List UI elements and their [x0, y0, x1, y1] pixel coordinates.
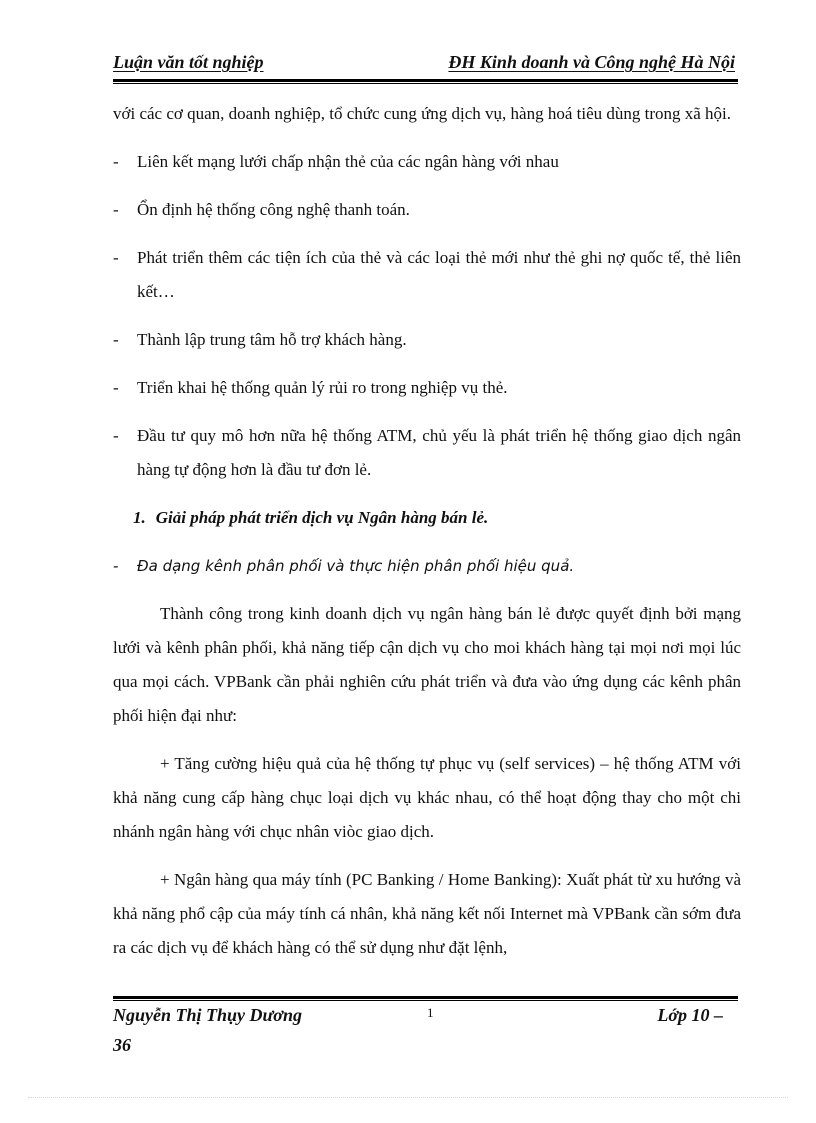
- bullet-dash: -: [113, 378, 119, 397]
- bullet-text: Thành lập trung tâm hỗ trợ khách hàng.: [137, 330, 407, 349]
- bullet-item: [113, 145, 741, 179]
- page-footer: [113, 1005, 735, 1065]
- footer-rule: [113, 996, 738, 1001]
- bullet-dash: -: [113, 330, 119, 349]
- footer-author-name: Nguyễn Thị Thụy Dương: [113, 1005, 302, 1025]
- page-body: [113, 97, 741, 965]
- body-paragraph: + Tăng cường hiệu quả của hệ thống tự phục vụ (self services) – hệ thống ATM với khả năng cung cấp hàng chục loại dịch vụ khác nhau, có thể hoạt động thay cho một chi nhánh ngân hàng với chục nhân viòc giao dịch.: [113, 754, 741, 841]
- bullet-item: [113, 371, 741, 405]
- bullet-text: Triển khai hệ thống quản lý rủi ro trong nghiệp vụ thẻ.: [137, 378, 508, 397]
- footer-class-number: 36: [113, 1035, 131, 1055]
- page-number: 1: [427, 1005, 434, 1020]
- sub-bullet-text: Đa dạng kênh phân phối và thực hiện phân phối hiệu quả.: [137, 557, 575, 575]
- bullet-item: [113, 323, 741, 357]
- bullet-text: Phát triển thêm các tiện ích của thẻ và các loại thẻ mới như thẻ ghi nợ quốc tế, thẻ liên kết…: [137, 248, 741, 301]
- footer-class-label: Lớp 10 –: [657, 1005, 723, 1025]
- bullet-item: [113, 419, 741, 487]
- bullet-text: Ổn định hệ thống công nghệ thanh toán.: [137, 200, 410, 219]
- section-number: 1.: [133, 508, 146, 527]
- bullet-text: Đầu tư quy mô hơn nữa hệ thống ATM, chủ yếu là phát triển hệ thống giao dịch ngân hàng tự động hơn là đầu tư đơn lẻ.: [137, 426, 741, 479]
- section-heading: [113, 501, 741, 535]
- bullet-dash: -: [113, 248, 119, 267]
- header-rule: [113, 79, 738, 84]
- body-paragraph: + Ngân hàng qua máy tính (PC Banking / Home Banking): Xuất phát từ xu hướng và khả năng phổ cập của máy tính cá nhân, khả năng kết nối Internet mà VPBank cần sớm đưa ra các dịch vụ để khách hàng có thể sử dụng như đặt lệnh,: [113, 870, 741, 957]
- bullet-dash: -: [113, 557, 119, 575]
- intro-paragraph: với các cơ quan, doanh nghiệp, tổ chức cung ứng dịch vụ, hàng hoá tiêu dùng trong xã hội.: [113, 104, 732, 123]
- header-thesis-label: Luận văn tốt nghiệp: [113, 52, 264, 72]
- bullet-dash: -: [113, 426, 119, 445]
- sub-bullet: [113, 549, 741, 583]
- bullet-dash: -: [113, 200, 119, 219]
- page-bottom-border: [28, 1097, 788, 1098]
- body-paragraph: Thành công trong kinh doanh dịch vụ ngân hàng bán lẻ được quyết định bởi mạng lưới và kênh phân phối, khả năng tiếp cận dịch vụ cho moi khách hàng tại mọi nơi mọi lúc qua mọi cách. VPBank cần phải nghiên cứu phát triển và đưa vào ứng dụng các kênh phân phối hiện đại như:: [113, 604, 741, 725]
- page-header: [113, 52, 735, 78]
- bullet-item: [113, 193, 741, 227]
- bullet-item: [113, 241, 741, 309]
- bullet-dash: -: [113, 152, 119, 171]
- header-university-label: ĐH Kinh doanh và Công nghệ Hà Nội: [448, 52, 735, 72]
- bullet-text: Liên kết mạng lưới chấp nhận thẻ của các ngân hàng với nhau: [137, 152, 559, 171]
- section-title: Giải pháp phát triển dịch vụ Ngân hàng bán lẻ.: [155, 508, 489, 527]
